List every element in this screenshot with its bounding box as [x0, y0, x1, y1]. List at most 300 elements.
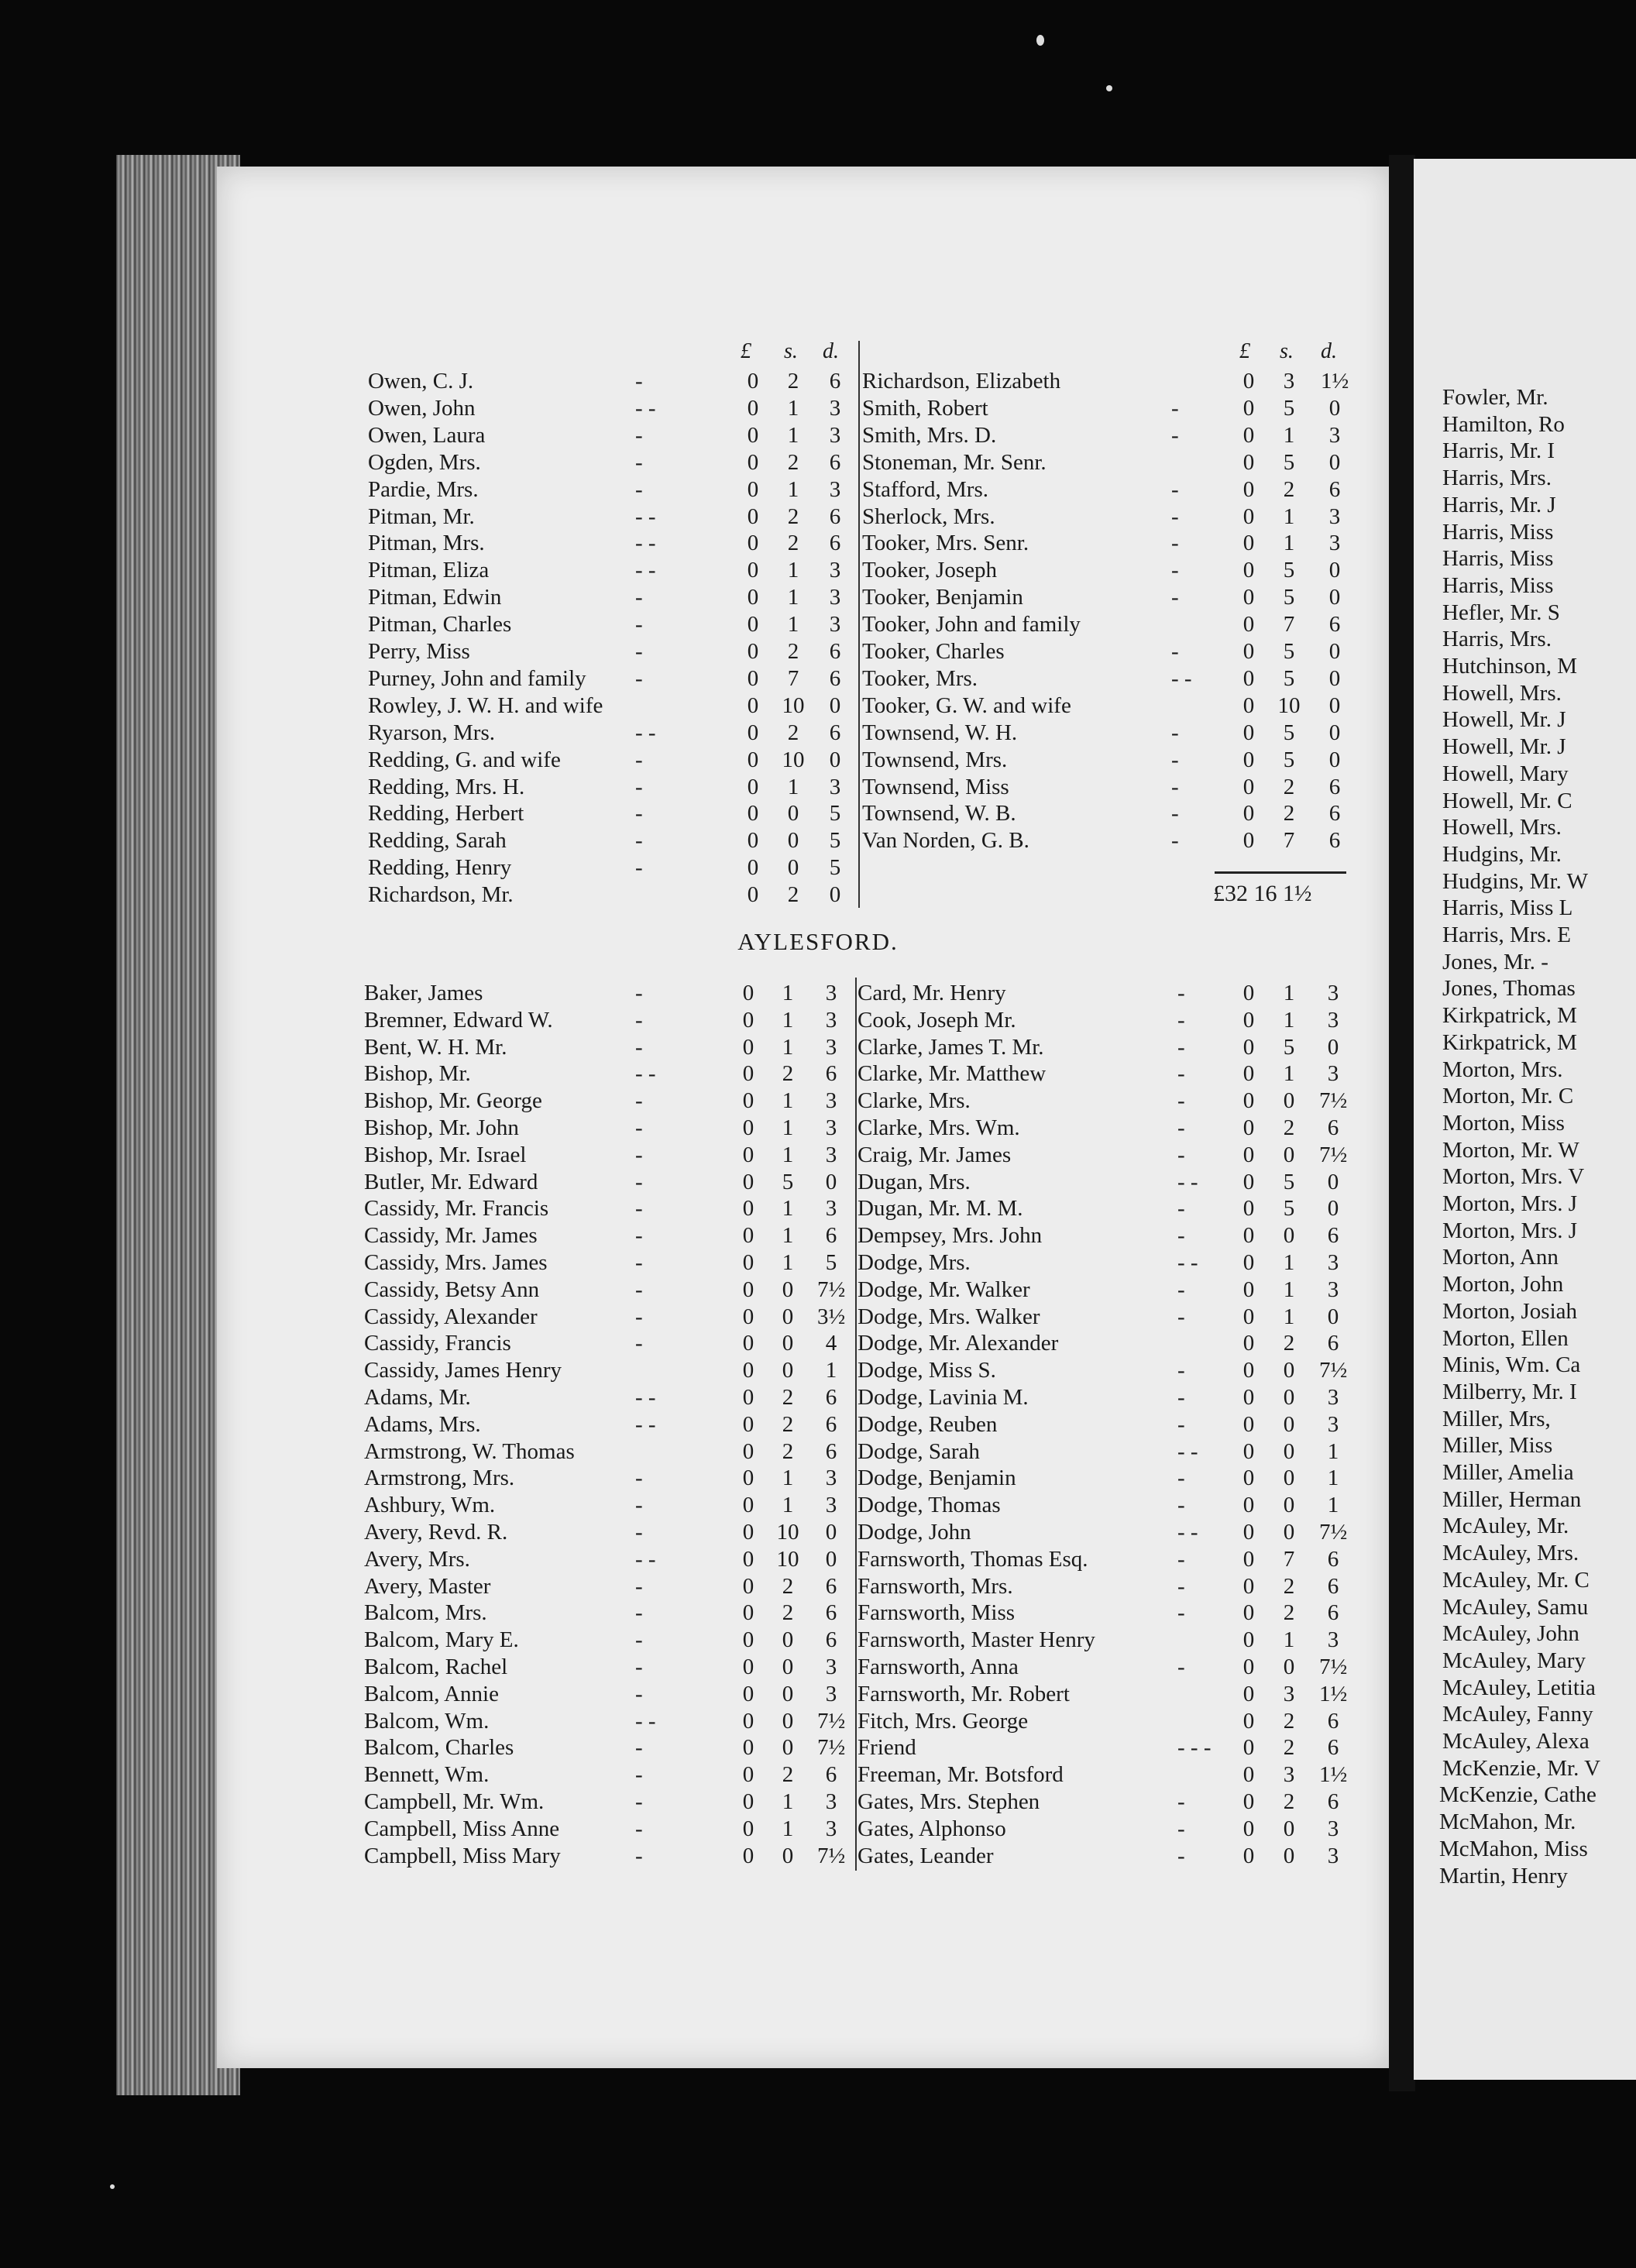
amount-pounds: 0	[1242, 1331, 1255, 1356]
ledger-row	[0, 1357, 1636, 1383]
amount-shillings: 0	[1283, 1520, 1295, 1545]
subscriber-name: Campbell, Miss Mary	[364, 1843, 561, 1868]
amount-shillings: 2	[787, 531, 799, 556]
amount-pence: 6	[1327, 1331, 1339, 1356]
subscriber-name: Cassidy, Mr. Francis	[364, 1196, 549, 1222]
amount-shillings: 5	[1283, 747, 1295, 772]
subscriber-name: Card, Mr. Henry	[858, 981, 1006, 1005]
subscriber-name: Tooker, Charles	[862, 639, 1005, 664]
leader-dashes: -	[635, 1007, 643, 1033]
facing-page-name: Jones, Mr. -	[1442, 949, 1548, 974]
facing-page-name: Hutchinson, M	[1442, 654, 1577, 679]
amount-shillings: 1	[787, 774, 799, 799]
leader-dashes: -	[635, 1627, 643, 1653]
subscriber-name: Dugan, Mrs.	[858, 1169, 971, 1194]
amount-pounds: 0	[1242, 585, 1255, 610]
ledger-row	[0, 1519, 1636, 1545]
facing-page-name: Morton, Mrs.	[1442, 1057, 1563, 1082]
amount-pounds: 0	[1242, 720, 1255, 745]
subscriber-name: Dodge, Reuben	[858, 1411, 998, 1437]
amount-pence: 6	[825, 1438, 837, 1464]
amount-shillings: 1	[782, 1007, 794, 1033]
amount-shillings: 5	[1283, 1169, 1295, 1194]
amount-pence: 6	[1328, 774, 1341, 799]
subscriber-name: Bennett, Wm.	[364, 1762, 490, 1788]
leader-dashes: -	[635, 1196, 643, 1222]
ledger-row	[0, 1277, 1636, 1303]
amount-pounds: 0	[1242, 1034, 1255, 1060]
ledger-row	[0, 665, 1636, 692]
amount-pence: 1½	[1319, 1681, 1348, 1706]
amount-pence: 6	[825, 1223, 837, 1249]
facing-page-name: Harris, Mr. J	[1442, 492, 1556, 517]
amount-shillings: 2	[1283, 1789, 1295, 1814]
ledger-row	[0, 1465, 1636, 1491]
amount-pence: 3	[1328, 531, 1341, 556]
ledger-row	[0, 368, 1636, 394]
leader-dashes: -	[1177, 1493, 1185, 1518]
ledger-row	[0, 584, 1636, 610]
amount-pence: 0	[829, 747, 841, 772]
ledger-row	[0, 692, 1636, 719]
amount-pounds: 0	[747, 503, 759, 529]
leader-dashes: -	[635, 449, 643, 475]
ledger-row	[0, 1142, 1636, 1168]
amount-shillings: 0	[1283, 1816, 1295, 1841]
amount-shillings: 0	[1283, 1088, 1295, 1114]
amount-pence: 6	[829, 503, 841, 529]
amount-shillings: 1	[787, 558, 799, 583]
amount-pence: 1	[825, 1358, 837, 1383]
amount-shillings: 1	[787, 422, 799, 448]
subscriber-name: Cassidy, Mrs. James	[364, 1250, 548, 1275]
facing-page-name: McAuley, Mr.	[1442, 1514, 1569, 1539]
leader-dashes: -	[1177, 1411, 1185, 1437]
amount-pounds: 0	[742, 1142, 754, 1167]
subscriber-name: Perry, Miss	[368, 639, 470, 664]
subscriber-name: Farnsworth, Thomas Esq.	[858, 1546, 1088, 1572]
amount-pounds: 0	[747, 855, 759, 881]
amount-shillings: 5	[1283, 558, 1295, 583]
amount-pounds: 0	[742, 1762, 754, 1788]
subscriber-name: Balcom, Annie	[364, 1681, 499, 1706]
amount-shillings: 5	[1283, 639, 1295, 664]
leader-dashes: - -	[635, 558, 656, 583]
amount-shillings: 1	[787, 476, 799, 502]
subscriber-name: Tooker, Joseph	[862, 558, 997, 583]
amount-pounds: 0	[747, 639, 759, 664]
subscriber-name: Redding, Sarah	[368, 828, 507, 854]
amount-pounds: 0	[1242, 1358, 1255, 1383]
leader-dashes: -	[635, 1277, 643, 1302]
amount-pounds: 0	[1242, 531, 1255, 556]
ledger-row	[0, 1627, 1636, 1653]
subscriber-name: Gates, Mrs. Stephen	[858, 1789, 1040, 1814]
subscriber-name: Dodge, John	[858, 1520, 971, 1545]
subscriber-name: Tooker, G. W. and wife	[862, 692, 1071, 718]
amount-shillings: 1	[782, 1223, 794, 1249]
amount-pence: 3	[829, 476, 841, 502]
amount-shillings: 5	[1283, 720, 1295, 745]
amount-pounds: 0	[742, 1546, 754, 1572]
leader-dashes: -	[1171, 828, 1179, 854]
amount-pence: 3½	[817, 1304, 846, 1329]
amount-pounds: 0	[747, 476, 759, 502]
subscriber-name: Gates, Leander	[858, 1843, 994, 1868]
amount-pence: 6	[825, 1627, 837, 1653]
subscriber-name: Stoneman, Mr. Senr.	[862, 449, 1047, 475]
amount-pounds: 0	[1242, 1681, 1255, 1706]
amount-shillings: 1	[1283, 531, 1295, 556]
leader-dashes: -	[1177, 1088, 1185, 1114]
amount-shillings: 7	[1283, 828, 1295, 854]
subscriber-name: Farnsworth, Miss	[858, 1600, 1016, 1626]
leader-dashes: -	[1177, 981, 1185, 1005]
amount-pence: 6	[1328, 476, 1341, 502]
leader-dashes: -	[635, 1304, 643, 1329]
facing-page-name: Martin, Henry	[1439, 1863, 1568, 1888]
ledger-row	[0, 1843, 1636, 1869]
amount-pence: 6	[1328, 828, 1341, 854]
amount-shillings: 1	[782, 1466, 794, 1491]
amount-pence: 3	[1327, 1385, 1339, 1410]
amount-shillings: 0	[782, 1843, 794, 1868]
amount-pence: 3	[829, 558, 841, 583]
ledger-row	[0, 1330, 1636, 1356]
facing-page-name: Fowler, Mr.	[1442, 385, 1548, 410]
amount-shillings: 0	[1283, 1223, 1295, 1249]
subscriber-name: Balcom, Mrs.	[364, 1600, 487, 1626]
facing-page-name: McKenzie, Mr. V	[1442, 1755, 1601, 1781]
facing-page-name: Morton, Mrs. V	[1442, 1164, 1585, 1190]
amount-shillings: 0	[1283, 1843, 1295, 1868]
leader-dashes: -	[1177, 1196, 1185, 1222]
leader-dashes: - -	[635, 503, 656, 529]
ledger-row	[0, 881, 1636, 908]
amount-pence: 0	[1328, 692, 1341, 718]
amount-shillings: 0	[1283, 1438, 1295, 1464]
subscriber-name: Dodge, Mr. Alexander	[858, 1331, 1059, 1356]
subscriber-name: Townsend, W. B.	[862, 801, 1016, 826]
leader-dashes: -	[635, 1142, 643, 1167]
ledger-row	[0, 1734, 1636, 1761]
amount-pence: 7½	[1319, 1520, 1348, 1545]
leader-dashes: -	[635, 1088, 643, 1114]
ledger-row	[0, 1573, 1636, 1600]
amount-shillings: 1	[1283, 981, 1295, 1005]
subscriber-name: Armstrong, W. Thomas	[364, 1438, 575, 1464]
amount-shillings: 2	[787, 639, 799, 664]
amount-pence: 1	[1327, 1493, 1339, 1518]
leader-dashes: -	[1171, 585, 1179, 610]
amount-shillings: 7	[1283, 1546, 1295, 1572]
ledger-row	[0, 1708, 1636, 1734]
amount-pence: 3	[825, 1088, 837, 1114]
subscriber-name: Dodge, Sarah	[858, 1438, 980, 1464]
leader-dashes: - -	[635, 1546, 656, 1572]
amount-shillings: 10	[1277, 692, 1301, 718]
ledger-row	[0, 530, 1636, 556]
leader-dashes: -	[635, 422, 643, 448]
amount-pence: 0	[825, 1169, 837, 1194]
film-speck	[1036, 35, 1044, 46]
amount-shillings: 0	[1283, 1655, 1295, 1679]
amount-pounds: 0	[1242, 1277, 1255, 1302]
ledger-row	[0, 1304, 1636, 1330]
amount-pounds: 0	[742, 1655, 754, 1679]
leader-dashes: -	[635, 1681, 643, 1706]
amount-shillings: 0	[782, 1304, 794, 1329]
leader-dashes: -	[1177, 1034, 1185, 1060]
amount-pounds: 0	[1242, 1627, 1255, 1653]
amount-pounds: 0	[1242, 1789, 1255, 1814]
amount-shillings: 2	[782, 1438, 794, 1464]
amount-pounds: 0	[742, 1196, 754, 1222]
leader-dashes: -	[635, 585, 643, 610]
leader-dashes: -	[635, 1762, 643, 1788]
amount-pounds: 0	[742, 1115, 754, 1140]
leader-dashes: -	[1171, 531, 1179, 556]
amount-pence: 7½	[817, 1708, 846, 1734]
amount-shillings: 2	[782, 1573, 794, 1599]
subscriber-name: Avery, Revd. R.	[364, 1520, 508, 1545]
leader-dashes: -	[635, 855, 643, 881]
amount-pounds: 0	[1242, 828, 1255, 854]
leader-dashes: -	[1171, 476, 1179, 502]
leader-dashes: -	[635, 1169, 643, 1194]
amount-pence: 3	[1327, 1061, 1339, 1087]
facing-page-name: Morton, Miss	[1442, 1110, 1565, 1136]
subscriber-name: Clarke, Mr. Matthew	[858, 1061, 1047, 1087]
amount-pounds: 0	[1242, 1007, 1255, 1033]
facing-page-name: Milberry, Mr. I	[1442, 1379, 1577, 1404]
amount-pence: 0	[1328, 585, 1341, 610]
facing-page-name: Kirkpatrick, M	[1442, 1003, 1577, 1029]
facing-page-name: McMahon, Mr.	[1439, 1809, 1576, 1835]
facing-page-name: Harris, Miss	[1442, 519, 1554, 545]
amount-pounds: 0	[742, 1250, 754, 1275]
subscriber-name: Campbell, Miss Anne	[364, 1816, 560, 1841]
subscriber-name: Avery, Master	[364, 1573, 491, 1599]
facing-page-name: Morton, John	[1442, 1272, 1564, 1297]
amount-shillings: 0	[1283, 1493, 1295, 1518]
amount-pounds: 0	[742, 981, 754, 1005]
amount-pence: 3	[829, 395, 841, 421]
subscriber-name: Gates, Alphonso	[858, 1816, 1006, 1841]
facing-page-name: Morton, Josiah	[1442, 1298, 1577, 1324]
ledger-row	[0, 1169, 1636, 1195]
facing-page-name: Harris, Miss	[1442, 546, 1554, 572]
facing-page-name: McAuley, Samu	[1442, 1594, 1589, 1620]
amount-shillings: 5	[782, 1169, 794, 1194]
amount-shillings: 0	[787, 828, 799, 854]
amount-shillings: 0	[782, 1331, 794, 1356]
subscriber-name: Dugan, Mr. M. M.	[858, 1196, 1023, 1222]
subscriber-name: Adams, Mrs.	[364, 1411, 481, 1437]
leader-dashes: - -	[635, 395, 656, 421]
amount-pounds: 0	[747, 612, 759, 637]
amount-pence: 7½	[817, 1735, 846, 1761]
ledger-row	[0, 1007, 1636, 1033]
facing-page-name: McAuley, Mrs.	[1442, 1541, 1579, 1566]
facing-page-name: Harris, Miss L	[1442, 895, 1573, 921]
ledger-row	[0, 747, 1636, 773]
leader-dashes: - -	[1171, 665, 1192, 691]
amount-pounds: 0	[742, 1358, 754, 1383]
subscriber-name: Bishop, Mr. John	[364, 1115, 519, 1140]
ledger-row	[0, 1816, 1636, 1842]
subscriber-name: Bishop, Mr. George	[364, 1088, 542, 1114]
amount-pence: 0	[1328, 720, 1341, 745]
amount-shillings: 1	[782, 981, 794, 1005]
amount-shillings: 2	[1283, 1735, 1295, 1761]
section-title: AYLESFORD.	[737, 928, 899, 955]
leader-dashes: -	[635, 1223, 643, 1249]
leader-dashes: -	[1177, 1789, 1185, 1814]
amount-shillings: 2	[787, 369, 799, 393]
leader-dashes: -	[635, 1816, 643, 1841]
leader-dashes: -	[1171, 747, 1179, 772]
amount-pounds: 0	[742, 1520, 754, 1545]
amount-pence: 3	[1327, 1816, 1339, 1841]
subscriber-name: Dodge, Miss S.	[858, 1358, 996, 1383]
facing-page-name: Minis, Wm. Ca	[1442, 1352, 1581, 1378]
subscriber-name: Dodge, Mrs. Walker	[858, 1304, 1040, 1329]
subscriber-name: Bent, W. H. Mr.	[364, 1034, 507, 1060]
amount-shillings: 5	[1283, 585, 1295, 610]
amount-pounds: 0	[1242, 1843, 1255, 1868]
amount-pence: 3	[825, 1196, 837, 1222]
amount-pence: 3	[825, 1681, 837, 1706]
amount-shillings: 1	[782, 1493, 794, 1518]
amount-pounds: 0	[742, 1735, 754, 1761]
facing-page-name: Hudgins, Mr. W	[1442, 868, 1588, 894]
leader-dashes: -	[1171, 558, 1179, 583]
amount-shillings: 2	[787, 449, 799, 475]
amount-pence: 6	[1327, 1573, 1339, 1599]
facing-page-name: McMahon, Miss	[1439, 1836, 1588, 1861]
ledger-row	[0, 1681, 1636, 1707]
facing-page-name: Howell, Mr. C	[1442, 788, 1572, 813]
amount-shillings: 1	[1283, 1250, 1295, 1275]
leader-dashes: -	[1171, 774, 1179, 799]
header-pence-right: d.	[1321, 339, 1337, 363]
amount-pounds: 0	[1242, 1304, 1255, 1329]
amount-pence: 6	[1327, 1546, 1339, 1572]
subscriber-name: Clarke, Mrs.	[858, 1088, 971, 1114]
leader-dashes: - -	[1177, 1250, 1198, 1275]
leader-dashes: -	[635, 747, 643, 772]
amount-pounds: 0	[1242, 1546, 1255, 1572]
leader-dashes: -	[635, 1034, 643, 1060]
amount-pence: 6	[825, 1061, 837, 1087]
amount-pounds: 0	[742, 1385, 754, 1410]
ledger-row	[0, 1034, 1636, 1060]
amount-shillings: 0	[782, 1277, 794, 1302]
amount-pence: 1	[1327, 1438, 1339, 1464]
total-rule	[1215, 871, 1346, 874]
amount-pounds: 0	[1242, 639, 1255, 664]
amount-shillings: 0	[782, 1735, 794, 1761]
ledger-row	[0, 1115, 1636, 1141]
facing-page-name: McAuley, Fanny	[1442, 1702, 1593, 1727]
amount-shillings: 2	[782, 1600, 794, 1626]
ledger-row	[0, 774, 1636, 800]
amount-shillings: 1	[787, 395, 799, 421]
amount-pounds: 0	[1242, 747, 1255, 772]
amount-shillings: 5	[1283, 665, 1295, 691]
subscriber-name: Owen, C. J.	[368, 369, 474, 393]
ledger-row	[0, 638, 1636, 665]
ledger-row	[0, 1384, 1636, 1411]
subscriber-name: Dempsey, Mrs. John	[858, 1223, 1043, 1249]
facing-page-name: Hudgins, Mr.	[1442, 841, 1562, 867]
amount-shillings: 0	[782, 1358, 794, 1383]
leader-dashes: -	[635, 1466, 643, 1491]
ledger-row	[0, 1654, 1636, 1680]
amount-pence: 7½	[1319, 1358, 1348, 1383]
amount-shillings: 2	[1283, 476, 1295, 502]
amount-shillings: 10	[782, 747, 805, 772]
amount-pence: 3	[829, 585, 841, 610]
amount-pounds: 0	[742, 1573, 754, 1599]
subscriber-name: Pardie, Mrs.	[368, 476, 479, 502]
ledger-row	[0, 800, 1636, 826]
amount-pence: 0	[825, 1520, 837, 1545]
amount-pence: 0	[1328, 639, 1341, 664]
amount-shillings: 7	[1283, 612, 1295, 637]
amount-shillings: 2	[782, 1385, 794, 1410]
leader-dashes: -	[1171, 395, 1179, 421]
amount-pence: 6	[1328, 612, 1341, 637]
subscriber-name: Cassidy, Mr. James	[364, 1223, 538, 1249]
amount-pence: 6	[825, 1600, 837, 1626]
amount-pence: 0	[1327, 1169, 1339, 1194]
amount-pounds: 0	[747, 720, 759, 745]
amount-pounds: 0	[1242, 1061, 1255, 1087]
subscription-total: £32 16 1½	[1213, 881, 1312, 906]
leader-dashes: -	[635, 1331, 643, 1356]
amount-pounds: 0	[747, 422, 759, 448]
subscriber-name: Dodge, Lavinia M.	[858, 1385, 1029, 1410]
leader-dashes: -	[635, 828, 643, 854]
amount-pounds: 0	[742, 1843, 754, 1868]
subscriber-name: Smith, Mrs. D.	[862, 422, 997, 448]
amount-pounds: 0	[742, 1600, 754, 1626]
amount-pence: 7½	[1319, 1088, 1348, 1114]
amount-pounds: 0	[742, 1411, 754, 1437]
amount-pence: 6	[825, 1573, 837, 1599]
subscriber-name: Farnsworth, Anna	[858, 1655, 1019, 1679]
leader-dashes: -	[1177, 1655, 1185, 1679]
amount-shillings: 2	[787, 882, 799, 908]
leader-dashes: -	[1177, 1115, 1185, 1140]
header-shillings-left: s.	[784, 339, 798, 363]
amount-pounds: 0	[742, 1681, 754, 1706]
amount-pounds: 0	[1242, 1573, 1255, 1599]
leader-dashes: -	[635, 665, 643, 691]
subscriber-name: Ogden, Mrs.	[368, 449, 481, 475]
ledger-row	[0, 1761, 1636, 1788]
leader-dashes: -	[635, 1843, 643, 1868]
facing-page-name: Harris, Mr. I	[1442, 438, 1555, 464]
amount-shillings: 7	[787, 665, 799, 691]
subscriber-name: Tooker, John and family	[862, 612, 1081, 637]
facing-page-name: Miller, Miss	[1442, 1433, 1553, 1459]
amount-pence: 7½	[817, 1843, 846, 1868]
amount-shillings: 2	[1283, 1600, 1295, 1626]
amount-pence: 6	[1327, 1789, 1339, 1814]
